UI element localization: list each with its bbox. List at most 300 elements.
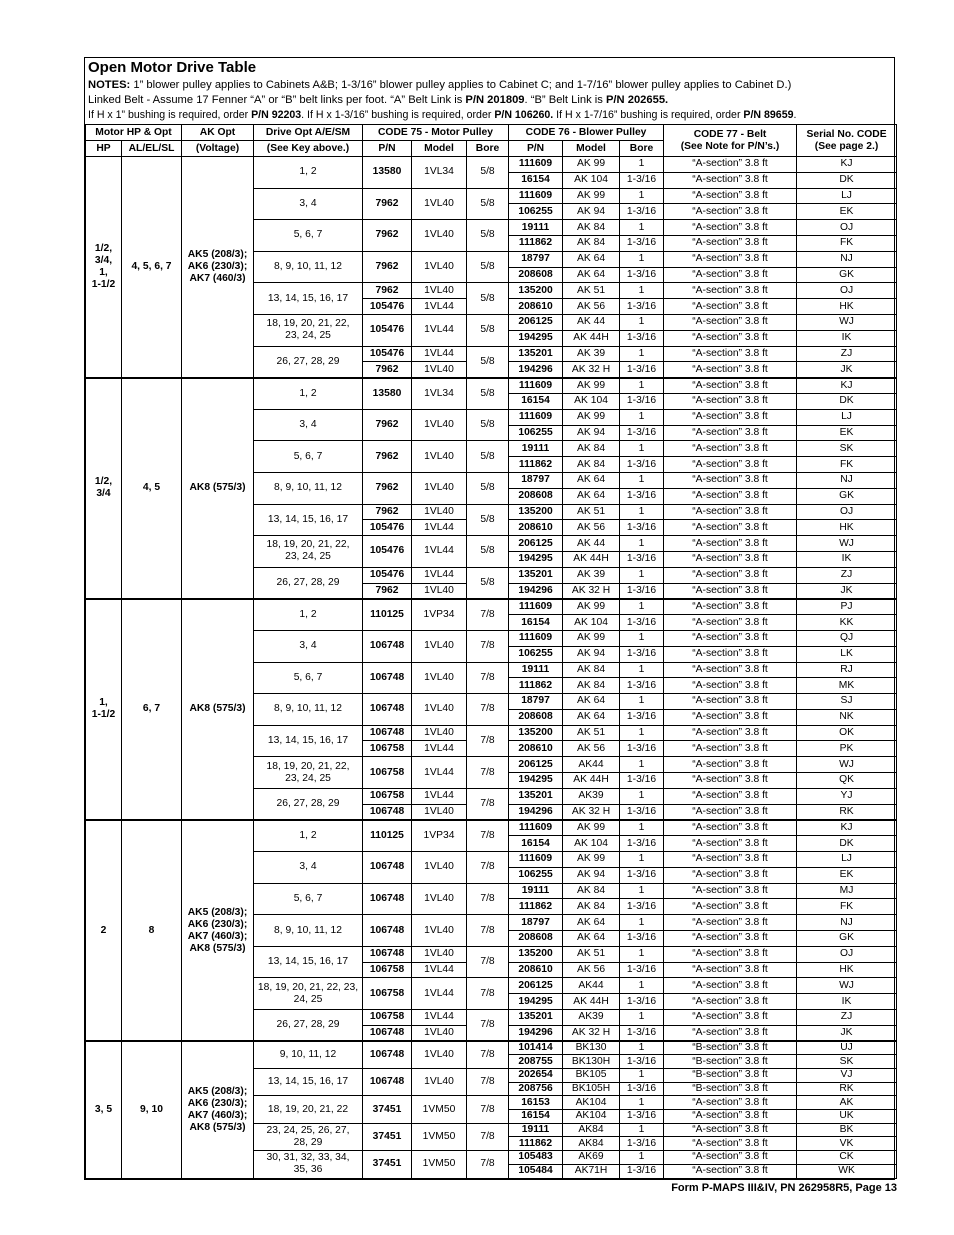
col-drive-opt: Drive Opt A/E/SM xyxy=(254,125,363,141)
motor-model-cell: 1VL40 xyxy=(412,441,467,473)
motor-pn-cell: 7962 xyxy=(363,188,412,220)
motor-pn-cell: 110125 xyxy=(363,820,412,852)
col-code75: CODE 75 - Motor Pulley xyxy=(363,125,509,141)
blower-pn-cell: 135200 xyxy=(509,283,563,299)
blower-pn-cell: 194296 xyxy=(509,583,563,599)
drive-opt-cell: 26, 27, 28, 29 xyxy=(254,567,363,599)
drive-opt-cell: 18, 19, 20, 21, 22, 23, 24, 25 xyxy=(254,536,363,568)
blower-pn-cell: 135200 xyxy=(509,946,563,962)
motor-model-cell: 1VL44 xyxy=(412,314,467,346)
belt-cell: “A-section” 3.8 ft xyxy=(664,251,797,267)
motor-pn-cell: 106748 xyxy=(363,883,412,915)
blower-model-cell: AK39 xyxy=(563,1010,620,1026)
serial-code-cell: LJ xyxy=(797,852,897,868)
blower-model-cell: AK 99 xyxy=(563,852,620,868)
drive-opt-cell: 18, 19, 20, 21, 22, 23, 24, 25 xyxy=(254,757,363,789)
belt-cell: “A-section” 3.8 ft xyxy=(664,567,797,583)
blower-model-cell: BK105H xyxy=(563,1082,620,1096)
belt-cell: “A-section” 3.8 ft xyxy=(664,472,797,488)
blower-model-cell: AK 94 xyxy=(563,867,620,883)
blower-bore-cell: 1 xyxy=(620,378,664,394)
drive-opt-cell: 13, 14, 15, 16, 17 xyxy=(254,504,363,536)
col-voltage: (Voltage) xyxy=(182,141,254,157)
blower-model-cell: BK130H xyxy=(563,1055,620,1069)
belt-cell: “A-section” 3.8 ft xyxy=(664,378,797,394)
motor-pn-cell: 106748 xyxy=(363,725,412,741)
drive-opt-cell: 13, 14, 15, 16, 17 xyxy=(254,1069,363,1096)
motor-model-cell: 1VL40 xyxy=(412,694,467,726)
ak-opt-cell: AK8 (575/3) xyxy=(182,599,254,820)
belt-cell: “A-section” 3.8 ft xyxy=(664,946,797,962)
blower-bore-cell: 1 xyxy=(620,883,664,899)
blower-pn-cell: 135201 xyxy=(509,1010,563,1026)
motor-bore-cell: 5/8 xyxy=(467,157,509,189)
motor-model-cell: 1VL44 xyxy=(412,757,467,789)
belt-cell: “A-section” 3.8 ft xyxy=(664,1110,797,1124)
note-part-number: P/N 201809 xyxy=(465,94,525,106)
blower-model-cell: AK 104 xyxy=(563,172,620,188)
blower-bore-cell: 1 xyxy=(620,915,664,931)
drive-opt-cell: 3, 4 xyxy=(254,852,363,884)
table-row xyxy=(86,1041,897,1055)
belt-cell: “A-section” 3.8 ft xyxy=(664,1164,797,1178)
blower-model-cell: AK 99 xyxy=(563,188,620,204)
belt-cell: “A-section” 3.8 ft xyxy=(664,820,797,836)
drive-opt-cell: 3, 4 xyxy=(254,409,363,441)
serial-code-cell: QJ xyxy=(797,630,897,646)
blower-bore-cell: 1 xyxy=(620,157,664,173)
blower-bore-cell: 1-3/16 xyxy=(620,583,664,599)
col-alelsl: AL/EL/SL xyxy=(122,141,182,157)
blower-pn-cell: 135201 xyxy=(509,788,563,804)
blower-bore-cell: 1 xyxy=(620,852,664,868)
blower-model-cell: AK 84 xyxy=(563,441,620,457)
drive-opt-cell: 1, 2 xyxy=(254,599,363,631)
blower-bore-cell: 1 xyxy=(620,504,664,520)
blower-bore-cell: 1 xyxy=(620,1041,664,1055)
drive-opt-cell: 1, 2 xyxy=(254,157,363,189)
blower-model-cell: AK 39 xyxy=(563,567,620,583)
blower-pn-cell: 208755 xyxy=(509,1055,563,1069)
blower-model-cell: AK 56 xyxy=(563,299,620,315)
motor-bore-cell: 5/8 xyxy=(467,346,509,378)
serial-code-cell: RK xyxy=(797,804,897,820)
col-blower-model: Model xyxy=(563,141,620,157)
blower-pn-cell: 135200 xyxy=(509,504,563,520)
motor-model-cell: 1VL44 xyxy=(412,1010,467,1026)
blower-model-cell: AK44 xyxy=(563,978,620,994)
blower-model-cell: AK 104 xyxy=(563,393,620,409)
drive-opt-cell: 8, 9, 10, 11, 12 xyxy=(254,472,363,504)
blower-bore-cell: 1-3/16 xyxy=(620,551,664,567)
blower-model-cell: AK 32 H xyxy=(563,583,620,599)
serial-code-cell: KJ xyxy=(797,157,897,173)
belt-cell: “A-section” 3.8 ft xyxy=(664,709,797,725)
blower-pn-cell: 16153 xyxy=(509,1096,563,1110)
blower-model-cell: AK 64 xyxy=(563,472,620,488)
belt-cell: “A-section” 3.8 ft xyxy=(664,425,797,441)
table-header-block xyxy=(85,58,894,124)
blower-pn-cell: 194296 xyxy=(509,362,563,378)
serial-code-cell: MK xyxy=(797,678,897,694)
drive-opt-cell: 13, 14, 15, 16, 17 xyxy=(254,283,363,315)
serial-code-cell: HK xyxy=(797,962,897,978)
blower-pn-cell: 106255 xyxy=(509,646,563,662)
belt-cell: “B-section” 3.8 ft xyxy=(664,1082,797,1096)
motor-pn-cell: 7962 xyxy=(363,504,412,520)
blower-bore-cell: 1-3/16 xyxy=(620,741,664,757)
belt-cell: “A-section” 3.8 ft xyxy=(664,1123,797,1137)
blower-bore-cell: 1 xyxy=(620,1069,664,1083)
motor-bore-cell: 7/8 xyxy=(467,1151,509,1178)
ak-opt-cell: AK5 (208/3); AK6 (230/3); AK7 (460/3) xyxy=(182,157,254,378)
header-text: (See Note for P/N’s.) xyxy=(680,140,780,152)
ak-opt-cell: AK5 (208/3); AK6 (230/3); AK7 (460/3); AK8 (575/3) xyxy=(182,1041,254,1178)
belt-cell: “A-section” 3.8 ft xyxy=(664,725,797,741)
col-serial-code xyxy=(797,125,897,157)
blower-model-cell: AK 99 xyxy=(563,378,620,394)
motor-pn-cell: 105476 xyxy=(363,567,412,583)
blower-model-cell: AK71H xyxy=(563,1164,620,1178)
blower-bore-cell: 1-3/16 xyxy=(620,299,664,315)
belt-cell: “B-section” 3.8 ft xyxy=(664,1041,797,1055)
blower-pn-cell: 208608 xyxy=(509,267,563,283)
blower-pn-cell: 105484 xyxy=(509,1164,563,1178)
blower-pn-cell: 202654 xyxy=(509,1069,563,1083)
serial-code-cell: ZJ xyxy=(797,1010,897,1026)
serial-code-cell: UJ xyxy=(797,1041,897,1055)
col-motor-model: Model xyxy=(412,141,467,157)
motor-model-cell: 1VL40 xyxy=(412,630,467,662)
drive-opt-cell: 8, 9, 10, 11, 12 xyxy=(254,694,363,726)
blower-model-cell: AK 84 xyxy=(563,899,620,915)
belt-cell: “A-section” 3.8 ft xyxy=(664,330,797,346)
blower-bore-cell: 1 xyxy=(620,725,664,741)
blower-model-cell: AK 99 xyxy=(563,157,620,173)
drive-opt-cell: 5, 6, 7 xyxy=(254,220,363,252)
drive-opt-cell: 5, 6, 7 xyxy=(254,662,363,694)
belt-cell: “B-section” 3.8 ft xyxy=(664,1055,797,1069)
hp-cell: 1/2, 3/4 xyxy=(86,378,122,599)
blower-pn-cell: 18797 xyxy=(509,694,563,710)
serial-code-cell: EK xyxy=(797,204,897,220)
motor-bore-cell: 7/8 xyxy=(467,946,509,978)
blower-bore-cell: 1-3/16 xyxy=(620,899,664,915)
motor-bore-cell: 7/8 xyxy=(467,599,509,631)
motor-model-cell: 1VL40 xyxy=(412,504,467,520)
blower-model-cell: AK 84 xyxy=(563,220,620,236)
blower-model-cell: AK104 xyxy=(563,1110,620,1124)
serial-code-cell: PK xyxy=(797,741,897,757)
motor-bore-cell: 7/8 xyxy=(467,630,509,662)
motor-pn-cell: 106758 xyxy=(363,1010,412,1026)
blower-model-cell: AK 32 H xyxy=(563,362,620,378)
blower-model-cell: AK 44 xyxy=(563,536,620,552)
motor-pn-cell: 105476 xyxy=(363,520,412,536)
motor-bore-cell: 5/8 xyxy=(467,251,509,283)
motor-pn-cell: 106758 xyxy=(363,757,412,789)
belt-cell: “A-section” 3.8 ft xyxy=(664,504,797,520)
blower-bore-cell: 1-3/16 xyxy=(620,330,664,346)
motor-model-cell: 1VM50 xyxy=(412,1096,467,1123)
serial-code-cell: VJ xyxy=(797,1069,897,1083)
drive-opt-cell: 3, 4 xyxy=(254,188,363,220)
blower-model-cell: AK 84 xyxy=(563,235,620,251)
motor-bore-cell: 7/8 xyxy=(467,1010,509,1042)
motor-model-cell: 1VL40 xyxy=(412,662,467,694)
motor-pn-cell: 7962 xyxy=(363,472,412,504)
motor-pn-cell: 105476 xyxy=(363,536,412,568)
serial-code-cell: AK xyxy=(797,1096,897,1110)
motor-pn-cell: 7962 xyxy=(363,362,412,378)
blower-pn-cell: 208610 xyxy=(509,741,563,757)
blower-model-cell: AK 84 xyxy=(563,457,620,473)
drive-opt-cell: 26, 27, 28, 29 xyxy=(254,1010,363,1042)
motor-pn-cell: 110125 xyxy=(363,599,412,631)
serial-code-cell: GK xyxy=(797,267,897,283)
blower-model-cell: AK 44H xyxy=(563,994,620,1010)
motor-model-cell: 1VP34 xyxy=(412,599,467,631)
blower-model-cell: AK 32 H xyxy=(563,1025,620,1041)
motor-pn-cell: 7962 xyxy=(363,441,412,473)
blower-model-cell: AK 44H xyxy=(563,773,620,789)
belt-cell: “A-section” 3.8 ft xyxy=(664,994,797,1010)
blower-bore-cell: 1-3/16 xyxy=(620,1082,664,1096)
drive-table xyxy=(85,124,897,1179)
motor-pn-cell: 105476 xyxy=(363,299,412,315)
col-motor-bore: Bore xyxy=(467,141,509,157)
belt-cell: “A-section” 3.8 ft xyxy=(664,188,797,204)
note-part-number: P/N 89659 xyxy=(743,109,794,121)
drive-opt-cell: 13, 14, 15, 16, 17 xyxy=(254,946,363,978)
col-blower-pn: P/N xyxy=(509,141,563,157)
blower-bore-cell: 1 xyxy=(620,472,664,488)
blower-model-cell: AK 44H xyxy=(563,330,620,346)
serial-code-cell: KJ xyxy=(797,820,897,836)
blower-model-cell: AK 51 xyxy=(563,504,620,520)
motor-bore-cell: 5/8 xyxy=(467,283,509,315)
motor-pn-cell: 106748 xyxy=(363,630,412,662)
blower-pn-cell: 111609 xyxy=(509,630,563,646)
blower-bore-cell: 1 xyxy=(620,283,664,299)
blower-bore-cell: 1 xyxy=(620,662,664,678)
blower-pn-cell: 208610 xyxy=(509,962,563,978)
blower-pn-cell: 19111 xyxy=(509,883,563,899)
alelsl-cell: 4, 5 xyxy=(122,378,182,599)
blower-pn-cell: 19111 xyxy=(509,220,563,236)
motor-bore-cell: 5/8 xyxy=(467,567,509,599)
table-row xyxy=(86,157,897,173)
header-text: CODE 77 - Belt xyxy=(693,128,767,140)
blower-model-cell: AK 99 xyxy=(563,409,620,425)
blower-model-cell: AK 64 xyxy=(563,251,620,267)
alelsl-cell: 8 xyxy=(122,820,182,1041)
blower-pn-cell: 206125 xyxy=(509,757,563,773)
blower-model-cell: AK 99 xyxy=(563,630,620,646)
blower-bore-cell: 1 xyxy=(620,188,664,204)
blower-bore-cell: 1-3/16 xyxy=(620,520,664,536)
note-text: . If H x 1-3/16” bushing is required, order xyxy=(301,109,495,121)
blower-bore-cell: 1-3/16 xyxy=(620,1110,664,1124)
drive-opt-cell: 18, 19, 20, 21, 22, 23, 24, 25 xyxy=(254,978,363,1010)
motor-pn-cell: 106758 xyxy=(363,978,412,1010)
blower-pn-cell: 194295 xyxy=(509,330,563,346)
motor-pn-cell: 106748 xyxy=(363,1041,412,1068)
blower-model-cell: BK105 xyxy=(563,1069,620,1083)
blower-pn-cell: 16154 xyxy=(509,1110,563,1124)
blower-bore-cell: 1-3/16 xyxy=(620,457,664,473)
notes-line-2 xyxy=(88,93,891,108)
blower-model-cell: AK 64 xyxy=(563,915,620,931)
ak-opt-cell: AK5 (208/3); AK6 (230/3); AK7 (460/3); AK8 (575/3) xyxy=(182,820,254,1041)
drive-opt-cell: 3, 4 xyxy=(254,630,363,662)
blower-pn-cell: 135201 xyxy=(509,346,563,362)
motor-bore-cell: 5/8 xyxy=(467,378,509,410)
blower-pn-cell: 18797 xyxy=(509,472,563,488)
motor-bore-cell: 5/8 xyxy=(467,504,509,536)
alelsl-cell: 9, 10 xyxy=(122,1041,182,1178)
blower-bore-cell: 1 xyxy=(620,694,664,710)
belt-cell: “A-section” 3.8 ft xyxy=(664,867,797,883)
serial-code-cell: EK xyxy=(797,867,897,883)
belt-cell: “A-section” 3.8 ft xyxy=(664,220,797,236)
col-blower-bore: Bore xyxy=(620,141,664,157)
blower-pn-cell: 208610 xyxy=(509,299,563,315)
motor-model-cell: 1VL40 xyxy=(412,725,467,741)
blower-bore-cell: 1-3/16 xyxy=(620,267,664,283)
serial-code-cell: FK xyxy=(797,899,897,915)
serial-code-cell: OJ xyxy=(797,504,897,520)
blower-bore-cell: 1-3/16 xyxy=(620,1164,664,1178)
motor-bore-cell: 5/8 xyxy=(467,536,509,568)
drive-opt-cell: 26, 27, 28, 29 xyxy=(254,788,363,820)
serial-code-cell: GK xyxy=(797,931,897,947)
motor-bore-cell: 7/8 xyxy=(467,1123,509,1150)
blower-bore-cell: 1 xyxy=(620,1151,664,1165)
serial-code-cell: MJ xyxy=(797,883,897,899)
motor-pn-cell: 37451 xyxy=(363,1151,412,1178)
motor-bore-cell: 7/8 xyxy=(467,820,509,852)
serial-code-cell: FK xyxy=(797,457,897,473)
belt-cell: “A-section” 3.8 ft xyxy=(664,1025,797,1041)
drive-table-document xyxy=(84,57,895,1180)
motor-model-cell: 1VL40 xyxy=(412,804,467,820)
serial-code-cell: IK xyxy=(797,994,897,1010)
ak-opt-cell: AK8 (575/3) xyxy=(182,378,254,599)
blower-bore-cell: 1-3/16 xyxy=(620,709,664,725)
belt-cell: “A-section” 3.8 ft xyxy=(664,662,797,678)
drive-opt-cell: 5, 6, 7 xyxy=(254,441,363,473)
table-row xyxy=(86,378,897,394)
motor-model-cell: 1VL44 xyxy=(412,346,467,362)
blower-bore-cell: 1 xyxy=(620,220,664,236)
blower-model-cell: AK 99 xyxy=(563,820,620,836)
belt-cell: “A-section” 3.8 ft xyxy=(664,157,797,173)
motor-pn-cell: 106748 xyxy=(363,852,412,884)
belt-cell: “A-section” 3.8 ft xyxy=(664,283,797,299)
blower-pn-cell: 194295 xyxy=(509,994,563,1010)
drive-opt-cell: 1, 2 xyxy=(254,820,363,852)
blower-model-cell: AK 44 xyxy=(563,314,620,330)
serial-code-cell: QK xyxy=(797,773,897,789)
blower-model-cell: AK 94 xyxy=(563,646,620,662)
belt-cell: “A-section” 3.8 ft xyxy=(664,267,797,283)
belt-cell: “A-section” 3.8 ft xyxy=(664,615,797,631)
motor-pn-cell: 37451 xyxy=(363,1096,412,1123)
blower-model-cell: AK 84 xyxy=(563,662,620,678)
serial-code-cell: DK xyxy=(797,172,897,188)
blower-model-cell: BK130 xyxy=(563,1041,620,1055)
blower-model-cell: AK69 xyxy=(563,1151,620,1165)
blower-bore-cell: 1 xyxy=(620,630,664,646)
blower-bore-cell: 1 xyxy=(620,409,664,425)
blower-pn-cell: 135200 xyxy=(509,725,563,741)
blower-pn-cell: 111862 xyxy=(509,1137,563,1151)
blower-bore-cell: 1 xyxy=(620,946,664,962)
belt-cell: “A-section” 3.8 ft xyxy=(664,757,797,773)
belt-cell: “A-section” 3.8 ft xyxy=(664,678,797,694)
belt-cell: “A-section” 3.8 ft xyxy=(664,694,797,710)
blower-pn-cell: 206125 xyxy=(509,536,563,552)
motor-bore-cell: 5/8 xyxy=(467,314,509,346)
motor-model-cell: 1VL44 xyxy=(412,536,467,568)
motor-model-cell: 1VL40 xyxy=(412,1069,467,1096)
blower-pn-cell: 106255 xyxy=(509,204,563,220)
belt-cell: “A-section” 3.8 ft xyxy=(664,804,797,820)
motor-bore-cell: 7/8 xyxy=(467,788,509,820)
blower-pn-cell: 19111 xyxy=(509,441,563,457)
blower-model-cell: AK 56 xyxy=(563,520,620,536)
alelsl-cell: 4, 5, 6, 7 xyxy=(122,157,182,378)
blower-pn-cell: 106255 xyxy=(509,867,563,883)
col-ak-opt: AK Opt xyxy=(182,125,254,141)
note-text: Linked Belt - Assume 17 Fenner “A” or “B” belt links per foot. “A” Belt Link is xyxy=(88,94,466,106)
blower-pn-cell: 16154 xyxy=(509,615,563,631)
motor-model-cell: 1VL40 xyxy=(412,362,467,378)
blower-bore-cell: 1-3/16 xyxy=(620,836,664,852)
blower-model-cell: AK 64 xyxy=(563,709,620,725)
table-body xyxy=(86,157,897,1179)
motor-pn-cell: 106758 xyxy=(363,788,412,804)
table-row xyxy=(86,820,897,836)
blower-pn-cell: 194295 xyxy=(509,551,563,567)
belt-cell: “A-section” 3.8 ft xyxy=(664,362,797,378)
serial-code-cell: NK xyxy=(797,709,897,725)
belt-cell: “A-section” 3.8 ft xyxy=(664,551,797,567)
blower-pn-cell: 194296 xyxy=(509,1025,563,1041)
blower-bore-cell: 1 xyxy=(620,978,664,994)
belt-cell: “A-section” 3.8 ft xyxy=(664,741,797,757)
blower-pn-cell: 135201 xyxy=(509,567,563,583)
belt-cell: “A-section” 3.8 ft xyxy=(664,630,797,646)
blower-pn-cell: 208608 xyxy=(509,709,563,725)
blower-pn-cell: 16154 xyxy=(509,836,563,852)
blower-pn-cell: 101414 xyxy=(509,1041,563,1055)
blower-pn-cell: 111609 xyxy=(509,852,563,868)
blower-model-cell: AK84 xyxy=(563,1137,620,1151)
motor-model-cell: 1VP34 xyxy=(412,820,467,852)
motor-pn-cell: 105476 xyxy=(363,314,412,346)
drive-opt-cell: 23, 24, 25, 26, 27, 28, 29 xyxy=(254,1123,363,1150)
serial-code-cell: PJ xyxy=(797,599,897,615)
belt-cell: “A-section” 3.8 ft xyxy=(664,409,797,425)
motor-pn-cell: 106748 xyxy=(363,1069,412,1096)
blower-model-cell: AK 56 xyxy=(563,962,620,978)
serial-code-cell: UK xyxy=(797,1110,897,1124)
blower-pn-cell: 19111 xyxy=(509,1123,563,1137)
blower-bore-cell: 1-3/16 xyxy=(620,1025,664,1041)
blower-bore-cell: 1-3/16 xyxy=(620,235,664,251)
